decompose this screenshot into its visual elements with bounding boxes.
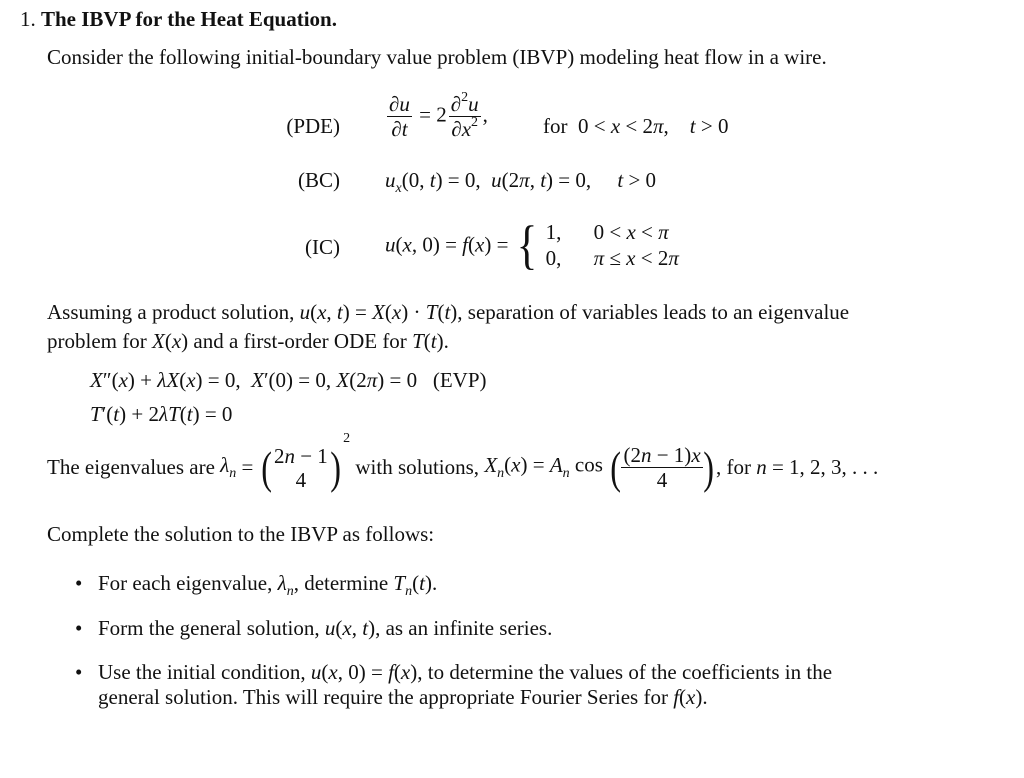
problem-heading [20, 7, 337, 32]
time-ode-equation: T′(t) + 2λT(t) = 0 [90, 402, 233, 426]
pde-label: (PDE) [286, 114, 340, 138]
ic-label: (IC) [305, 235, 340, 259]
problem-number: 1. [20, 7, 36, 31]
bullet-icon: • [75, 571, 83, 595]
bullet-icon: • [75, 616, 83, 640]
evp-label: (EVP) [432, 368, 487, 392]
pde-domain: for 0 < x < 2π, t > 0 [543, 114, 729, 138]
bc-label: (BC) [298, 168, 340, 192]
assumption-line-2: problem for X(x) and a first-order ODE for T(t). [47, 329, 449, 353]
pde-equation: $\frac{\partial u}{\partial t}$ = 2 $\frac{\partial^2u}{\partial x^2}$ , [389, 90, 488, 142]
ic-equation: u(x, 0) = f(x) = { 1, 0 < x < π 0, π ≤ x < 2π [385, 215, 679, 275]
bc-equation: $u_x(0$, t) = 0, u(2π, t) = 0, t > 0 [385, 168, 657, 197]
problem-title: The IBVP for the Heat Equation. [41, 7, 337, 31]
intro-paragraph: Consider the following initial-boundary value problem (IBVP) modeling heat flow in a wire. [47, 45, 827, 69]
assumption-line-1: Assuming a product solution, u(x, t) = X(x) · T(t), separation of variables leads to an eigenvalue [47, 300, 850, 324]
evp-equation: X″(x) + λX(x) = 0, X′(0) = 0, X(2π) = 0 (EVP) [90, 368, 487, 392]
instructions-intro: Complete the solution to the IBVP as follows: [47, 522, 435, 546]
eigenvalues-line: The eigenvalues are $\lambda_n$ = ( 2n − 1 4 )$^2$ with solutions, $X_n(x) = A_n$ cos ( $\frac{(2n - 1)x}{4}$ ) , for n = 1, 2, 3, . . . [47, 431, 879, 493]
bullet-icon: • [75, 660, 83, 684]
